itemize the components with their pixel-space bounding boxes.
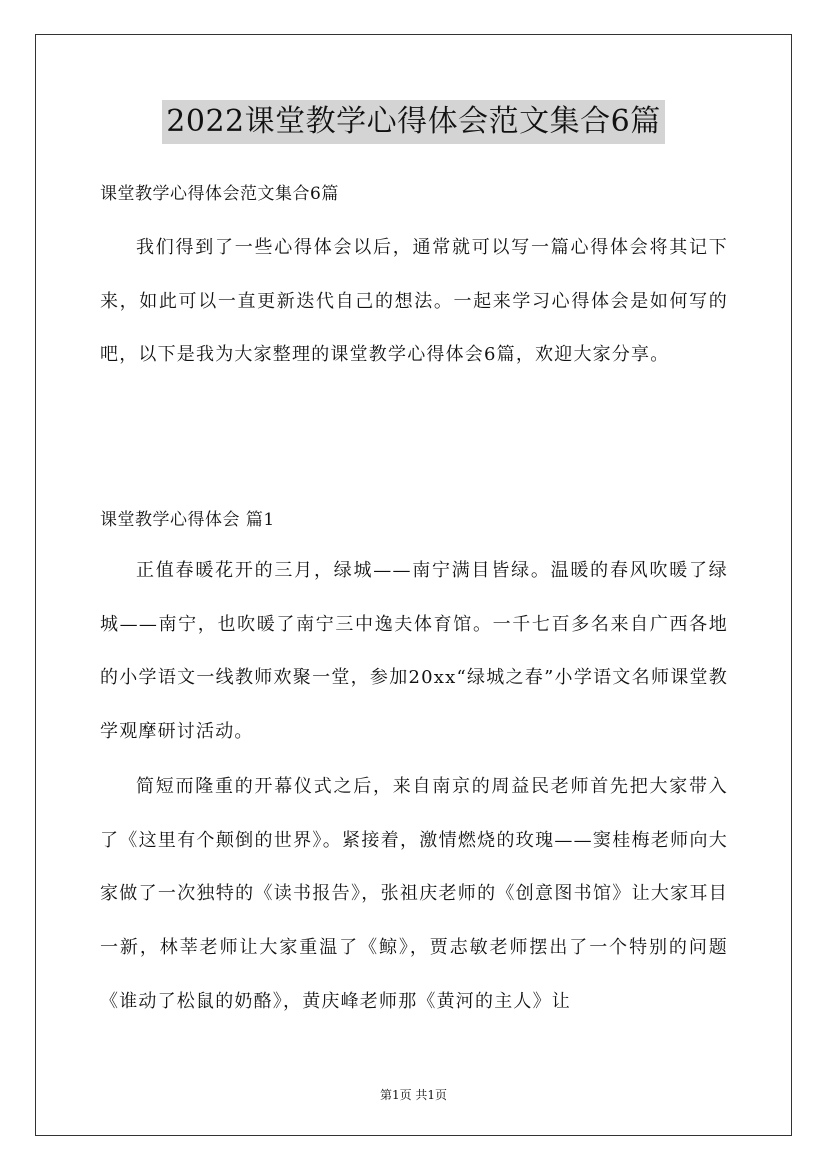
document-title: 2022课堂教学心得体会范文集合6篇	[162, 100, 664, 144]
body-paragraph: 正值春暖花开的三月，绿城——南宁满目皆绿。温暖的春风吹暖了绿城——南宁，也吹暖了南宁三中逸夫体育馆。一千七百多名来自广西各地的小学语文一线教师欢聚一堂，参加20xx“绿城之春”小学语文名师课堂教学观摩研讨活动。	[100, 560, 728, 743]
section-heading: 课堂教学心得体会 篇1	[100, 510, 275, 530]
body-paragraph: 简短而隆重的开幕仪式之后，来自南京的周益民老师首先把大家带入了《这里有个颠倒的世界》。紧接着，激情燃烧的玫瑰——窦桂梅老师向大家做了一次独特的《读书报告》，张祖庆老师的《创意图书馆》让大家耳目一新，林莘老师让大家重温了《鲸》，贾志敏老师摆出了一个特别的问题《谁动了松鼠的奶酪》，黄庆峰老师那《黄河的主人》让	[100, 776, 728, 1012]
document-subtitle: 课堂教学心得体会范文集合6篇	[100, 184, 339, 204]
page-number: 第1页 共1页	[379, 1088, 448, 1102]
title-container	[0, 100, 827, 144]
intro-paragraph: 我们得到了一些心得体会以后，通常就可以写一篇心得体会将其记下来，如此可以一直更新迭代自己的想法。一起来学习心得体会是如何写的吧，以下是我为大家整理的课堂教学心得体会6篇，欢迎大家分享。	[100, 237, 728, 366]
